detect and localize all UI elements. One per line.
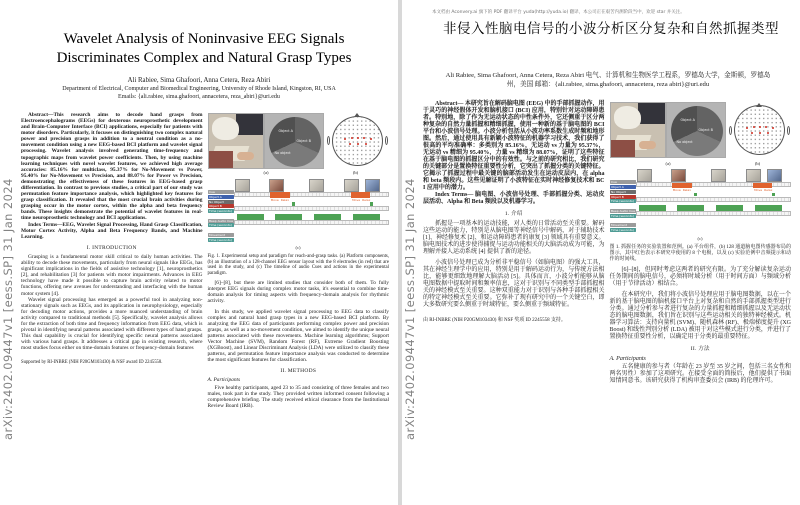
beep-marker — [292, 202, 295, 205]
legend-object-a: Object A — [610, 185, 636, 189]
electrode-dot — [344, 138, 346, 140]
participants-paragraph: Five healthy participants, aged 23 to 35 and consisting of three females and two males, took part in the study. They provided written informed consent following a comprehensive briefing. The study received ethical clearance from the Institutional Review Board (IRB). — [207, 384, 389, 409]
funding-footnote: Supported by RI-INBRE (NIH P20GM103430) & NSF award ID 2245558. — [21, 360, 163, 366]
legend-movement: Movement — [610, 223, 636, 227]
ear-marker — [729, 126, 732, 135]
movement-time-track — [636, 211, 791, 216]
beep-marker — [694, 193, 697, 196]
section-heading-methods-zh: II. 方法 — [690, 346, 710, 353]
move-label: Move — [270, 197, 279, 202]
electrode-dot — [772, 127, 774, 129]
trial-photo — [344, 179, 359, 192]
electrode-dot — [759, 132, 761, 134]
beep-marker — [772, 193, 775, 196]
timeline-tracks — [636, 169, 791, 233]
index-terms-paragraph: Index Terms—EEG, Wavelet Signal Processing, Hand Grasp Classification, Motor Cortex Activity, Alpha and Beta Frequency Bands, and Machine Learning. — [21, 221, 203, 240]
hand-shape — [639, 141, 656, 149]
object-wheel-diagram — [264, 113, 324, 169]
participants-paragraph-zh: 五名健康的参与者（年龄在 23 岁至 35 岁之间，包括三名女性和两名男性）参加了这项研究。在接受全面的简报后，他们提供了书面知情同意书。该研究获得了机构审查委员会 (IRB) 的伦理许可。 — [609, 364, 791, 385]
experimental-setup-photo — [208, 113, 264, 169]
emails-line: Emails: {ali.rabiee, sima.ghafoori, annacetera, reza_abiri}@uri.edu — [118, 93, 280, 100]
paper-title — [26, 30, 382, 68]
beep-time-track — [234, 206, 389, 211]
subfigure-a-label: (a) — [665, 160, 671, 166]
english-paper-page — [0, 0, 398, 505]
pie-label-object-b: Object B — [698, 128, 713, 133]
relax-label: Relax — [280, 197, 290, 202]
pie-label-object-a: Object A — [278, 128, 293, 133]
legend-time: Time (seconds) — [209, 223, 232, 228]
timeline-legend — [610, 169, 636, 233]
trial-photo — [671, 169, 686, 182]
pie-label-object-a: Object A — [680, 118, 695, 123]
object-wheel-pie — [269, 117, 321, 167]
abstract-paragraph: Abstract—This research aims to decode hand grasps from Electroencephalograms (EEGs) for dexterous neuroprosthetic development and Brain-Computer Interface (BCI) applications, especially for patients with motor disorders. Particularly, it focuses on distinguishing two complex natural power and precision grasps in addition to a neutral condition as a no-movement condition using a new EEG-based BCI platform and wavelet signal processing. Wavelet analysis involved generating time-frequency and topographic maps from wavelet power coefficients. Then, by using machine learning techniques with novel wavelet features, we achieved high average accuracies: 85.16% for multiclass, 95.37% for No-Movement vs Power, 95.40% for No-Movement vs Precision, and 88.07% for Power vs Precision, demonstrating the effectiveness of these features in EEG-based grasp differentiation. In contrast to previous studies, a critical part of our study was permutation feature importance analysis, which highlighted key features for grasp classification. It revealed that the most crucial brain activities during grasping occur in the motor cortex, within the alpha and beta frequency bands. These insights demonstrate the potential of wavelet features in real-time neuroprosthetic technology and BCI applications. — [21, 111, 203, 222]
legend-cue: Cue — [208, 190, 234, 194]
legend-no-object: No Object — [610, 190, 636, 194]
affiliation-line: Department of Electrical, Computer and Biomedical Engineering, University of Rhode Island, Kingston, RI, USA — [62, 86, 336, 93]
legend-beep: Beep Audio Cue — [209, 218, 233, 223]
left-column — [423, 101, 605, 323]
movement-time-track — [234, 220, 389, 225]
head-diagram — [332, 116, 383, 166]
pie-label-object-b: Object B — [296, 138, 311, 143]
legend-time: Time (seconds) — [611, 228, 634, 233]
section-heading-introduction-zh: 1. 介绍 — [504, 211, 523, 218]
paper-title-line1: Wavelet Analysis of Noninvasive EEG Signals — [63, 31, 345, 47]
relax-label: Relax — [764, 188, 773, 193]
monitor-shape — [236, 114, 263, 135]
paper-title-zh: 非侵入性脑电信号的小波分析区分复杂和自然抓握类型 — [443, 21, 779, 36]
legend-time: Time (seconds) — [209, 237, 232, 242]
electrode-dot — [370, 138, 372, 140]
legend-no-object: No Object — [208, 200, 234, 204]
participant-sleeve-shape — [611, 140, 635, 157]
electrode-dot — [357, 143, 359, 145]
paper-title-line2: Discriminates Complex and Natural Grasp Types — [56, 50, 352, 67]
relax-label: Relax — [682, 188, 692, 193]
legend-movement: Movement — [208, 233, 234, 237]
trial-photo — [711, 169, 726, 182]
paradigm-timeline-subfigure — [610, 169, 791, 233]
subsection-participants-zh: A. Participants — [609, 356, 646, 363]
body-paragraph-zh: [6]–[8]，但同时考虑这两者的研究有限。为了充分解读复杂运动任务期间的脑电信号，必须将时域分析（用于时间方面）与频域分析（用于节律活动）相结合。 — [609, 267, 791, 288]
hand-shape — [237, 152, 254, 160]
electrode-dot — [363, 137, 365, 139]
intro-paragraph-2: Wavelet signal processing has emerged as a powerful tool in analyzing non-stationary signals such as EEGs, and its application in neurophysiology, especially for decoding motor actions, provides a more nuanced understanding of brain activity compared to traditional methods [5]. Specifically, wavelet analysis allows for the extraction of both time and frequency information from EEG data, which is pivotal in identifying neural patterns associated with different types of hand grasps. This dual capability is crucial for identifying specific neural patterns associated with various hand grasps. It addresses a critical gap in existing research, where most studies focus either on time-domain features or frequency-domain features — [21, 296, 203, 352]
legend-time: Time (seconds) — [611, 199, 634, 204]
ear-marker — [327, 136, 330, 145]
head-diagram — [734, 105, 785, 155]
subsection-participants: A. Participants — [207, 377, 241, 384]
electrode-dot — [759, 126, 761, 128]
move-label: Move — [754, 188, 763, 193]
move-label: Move — [352, 197, 361, 202]
ear-marker — [385, 136, 388, 145]
figure-caption: Fig. 1. Experimental setup and paradigm for reach-and-grasp tasks. (a) Platform components, (b) an illustration of a 128-channel EEG sensor layout with the 8 electrodes (in red) that are used in the study, and (c) The timeline of audio Cues and actions in the experimental paradigm. — [207, 254, 389, 276]
figure-caption-zh: 图 1. 抓握任务的实验装置和范例。(a) 平台组件，(b) 128 通道脑电图传感器布局的图示，其中红色表示本研究中使用的 8 个电极，以及 (c) 实验范例中音频提示和动作的时间线。 — [609, 245, 791, 263]
intro-paragraph-1-zh: 抓握是一项基本的运动技能，对人类的日常活动至关重要。解码这些运动的能力，特别是从脑电图等神经信号中解码，对于辅助技术 [1]、神经修复术 [2]、和运动障碍患者的康复 [3] 领域具有重要意义。脑电图技术的进步使得捕捉与运动功能相关的大脑活动成为可能，为理解并接人运动系统 [4] 提供了新的途径。 — [423, 221, 605, 256]
trial-photo — [235, 179, 250, 192]
trial-photo — [365, 179, 380, 192]
subfigure-b-label: (b) — [352, 170, 359, 176]
cue-track — [234, 192, 389, 197]
index-terms-paragraph-zh: Index Terms— 脑电图、小波信号处理、手部抓握分类、运动皮层活动、Alpha 和 Beta 频段以及机器学习。 — [423, 192, 605, 206]
legend-object-b: Object B — [610, 195, 636, 199]
translation-disclaimer: 本文档由 Aconvery.ai 旗下的 PDF 翻译平台 yuda(http://yuda.io) 翻译，本公司正在艰苦内测阶段当中，欢迎 star 并关注。 — [432, 10, 685, 15]
subfigure-c-label: (c) — [295, 244, 301, 250]
timeline-legend — [208, 179, 234, 243]
trial-photo — [309, 179, 324, 192]
subfigure-c-label: (c) — [697, 235, 703, 241]
legend-object-a: Object A — [208, 195, 234, 199]
abstract-paragraph-zh: Abstract— 本研究旨在解码脑电图 (EEG) 中的手部抓握动作，用于灵巧的神经假体开发和脑机接口 (BCI) 应用，特别针对运动障碍患者。特别地，除了作为无运动状态的中性条件外，它还侧重于区分两种复杂的自然力量抓握和精细抓握，使用一种新的基于脑电图的 BCI 平台和小波信号处理。小波分析包括从小波功率系数生成时频和地形图。然后，通过使用具有新颖小波特征的机器学习技术，我们获得了很高的平均准确率：多类别为 85.16%，无运动 vs 力量为 95.37%，无运动 vs 精细为 95.40%，力量 vs 精细为 88.07%，证明了这些特征在基于脑电图的抓握区分中的有效性。与之前的研究相比，我们研究的关键部分是置换特征重要性分析，它突出了抓握分类的关键特征。它揭示了抓握过程中最关键的脑部活动发生在运动皮层内，在 alpha 和 beta 频段内。这些见解证明了小波特征在实时神经修复技术和 BCI 应用中的潜力。 — [423, 101, 605, 192]
legend-time: Time (seconds) — [209, 209, 232, 214]
electrode-dot — [767, 132, 769, 134]
ear-marker — [787, 126, 790, 135]
electrode-dot — [349, 143, 351, 145]
robot-platform-shape — [212, 117, 239, 140]
timeline-photo-row — [234, 179, 389, 192]
authors-block-zh: Ali Rabiee, Sima Ghafoori, Anna Cetera, Reza Abiri 电气、计算机和生物医学工程系，罗德岛大学，金斯顿，罗德岛州，美国 邮箱：{ali.rabiee, sima.ghafoori, annacetera, reza abiri}@uri.edu — [445, 72, 771, 89]
nose-marker — [756, 103, 762, 107]
trial-photo — [767, 169, 782, 182]
move-label: Move — [672, 188, 681, 193]
figure-1 — [610, 102, 791, 242]
monitor-shape — [638, 103, 665, 124]
experimental-setup-photo — [610, 102, 666, 158]
authors-line: Ali Rabiee, Sima Ghafoori, Anna Cetera, Reza Abiri — [127, 77, 271, 85]
body-paragraph: [6]–[8], but there are limited studies that consider both of them. To fully interpret EEG signals during complex motor tasks, it's essential to combine time-domain analysis for timing aspects with frequency-domain analysis for rhythmic activity. — [207, 280, 389, 305]
robot-platform-shape — [614, 106, 641, 129]
participant-sleeve-shape — [209, 151, 233, 168]
electrode-dot — [351, 137, 353, 139]
timeline-photo-row — [636, 169, 791, 182]
eeg-montage-subfigure — [329, 113, 387, 169]
chinese-translation-page — [402, 0, 800, 505]
cue-track — [636, 182, 791, 187]
electrode-dot — [357, 137, 359, 139]
section-heading-methods: II. METHODS — [280, 368, 317, 375]
legend-time: Time (seconds) — [611, 213, 634, 218]
left-column — [21, 112, 203, 366]
electrode-dot — [365, 143, 367, 145]
eeg-montage-subfigure — [731, 102, 789, 158]
intro-paragraph-1: Grasping is a fundamental motor skill critical to daily human activities. The ability to decode these movements, particularly from neural signals like EEGs, has significant implications in the fields of assistive technology [1], neuroprosthetics [2], and rehabilitation [3] for patients with motor impairments. Advances in EEG technology have made it possible to capture brain activity related to motor functions, offering new avenues for understanding and interfacing with the human motor system [4]. — [21, 253, 203, 297]
trial-photo — [637, 169, 652, 182]
timeline-tracks — [234, 179, 389, 243]
arxiv-watermark: arXiv:2402.09447v1 [eess.SP] 31 Jan 2024 — [403, 178, 417, 440]
pie-label-no-object: No object — [274, 150, 291, 155]
body-paragraph: In this study, we applied wavelet signal processing to EEG data to classify complex and natural hand grasp types in a new EEG-based BCI platform. By analyzing the EEG data of participants performing complex power and precision grasps, as well as a no-movement condition, we aimed to identify the unique neural patterns associated with these movements. Machine learning algorithms; Support Vector Machine (SVM), Random Forest (RF), Extreme Gradient Boosting (XGBoost), and Linear Discriminant Analysis (LDA) were utilized to classify these patterns, and permutation feature importance analysis was conducted to determine the most significant features for classification. — [207, 308, 389, 364]
right-column — [208, 112, 390, 409]
electrode-dot — [765, 126, 767, 128]
subfigure-a-label: (a) — [263, 170, 269, 176]
figure-1 — [208, 113, 389, 251]
trial-photo — [746, 169, 761, 182]
object-wheel-pie — [671, 106, 723, 156]
nose-marker — [354, 113, 360, 117]
trial-photo — [269, 179, 284, 192]
funding-footnote-zh: 由 RI-INBRE (NIH P20GM103430) 和 NSF 奖项 ID 2245558 支持。 — [423, 318, 566, 324]
platform-components-subfigure — [208, 113, 325, 169]
electrode-dot — [753, 126, 755, 128]
electrode-dot — [751, 132, 753, 134]
beep-marker — [370, 202, 373, 205]
legend-object-b: Object B — [208, 204, 234, 208]
platform-components-subfigure — [610, 102, 727, 158]
pie-label-no-object: No object — [676, 140, 693, 145]
relax-label: Relax — [362, 197, 371, 202]
legend-cue: Cue — [610, 180, 636, 184]
right-column — [610, 101, 792, 385]
subfigure-b-label: (b) — [754, 160, 761, 166]
body-paragraph-zh: 在本研究中，我们将小波信号处理应用于脑电图数据，以在一个新的基于脑电图的脑机接口平台上对复杂和自然的手部抓握类型进行分类。通过分析参与者进行复杂的力量抓握和精细抓握以及无运动状态的脑电图数据，我们旨在识别与这些运动相关的独特神经模式。机器学习算法：支持向量机 (SVM)、随机森林 (RF)、极端梯度提升 (XGBoost) 和线性判别分析 (LDA) 被用于对这些模式进行分类，并进行了置换特征重要性分析，以确定用于分类的最重要特征。 — [609, 292, 792, 341]
arxiv-watermark: arXiv:2402.09447v1 [eess.SP] 31 Jan 2024 — [1, 178, 15, 440]
section-heading-introduction: I. INTRODUCTION — [86, 244, 137, 251]
electrode-dot — [746, 127, 748, 129]
object-wheel-diagram — [666, 102, 726, 158]
intro-paragraph-2-zh: 小波信号处理已成为分析非平稳信号（如脑电图）的强大工具，其在神经生理学中的应用，特别是用于解码运动行为，与传统方法相比，能够更细致地理解大脑活动 [5]。具体而言，小波分析能够从脑电图数据中提取时间和频率信息，这对于识别与不同类型手部抓握相关的神经模式至关重要。这种双重能力对于识别与各种手部抓握相关的特定神经模式至关重要。它弥补了现有研究中的一个关键空白，即大多数研究要么侧重于时域特征，要么侧重于频域特征。 — [423, 260, 605, 309]
paradigm-timeline-subfigure — [208, 179, 389, 243]
legend-beep: Beep Audio Cue — [611, 208, 635, 213]
beep-time-track — [636, 197, 791, 202]
